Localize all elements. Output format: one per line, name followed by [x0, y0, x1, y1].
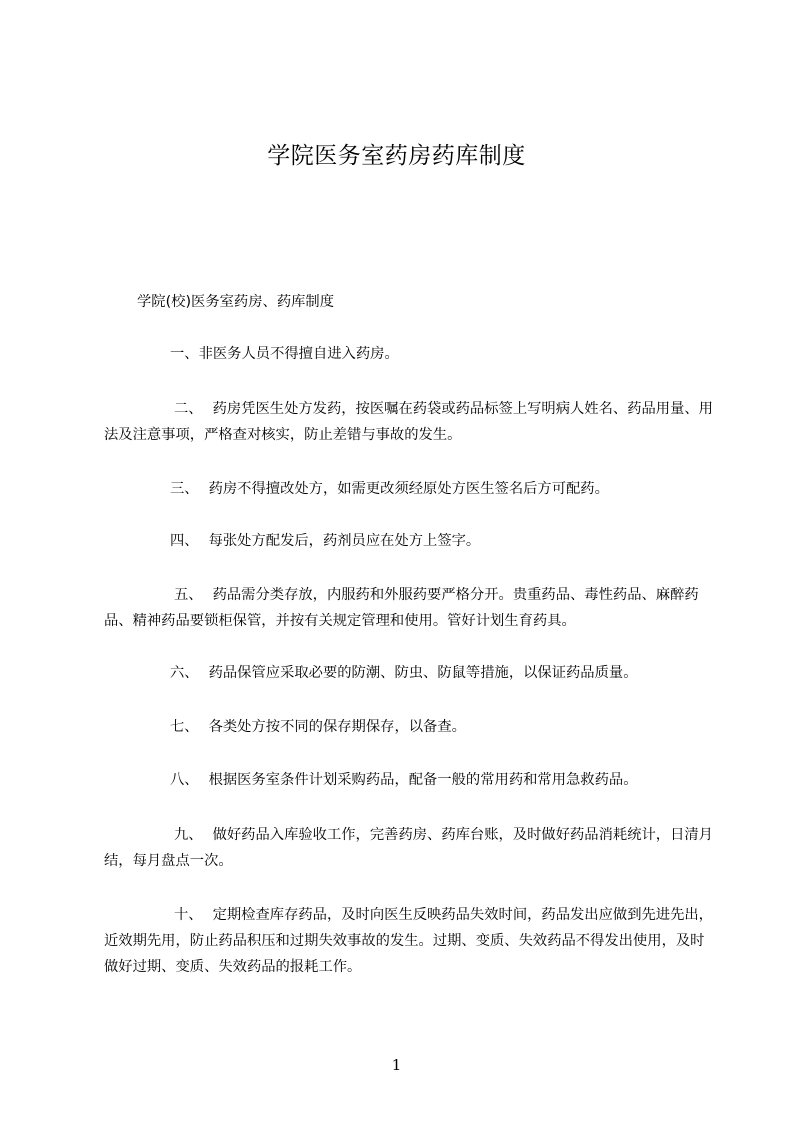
rule-item-2	[104, 396, 716, 448]
rule-number: 二、	[174, 401, 203, 417]
rule-number: 一、	[170, 346, 199, 362]
rule-text: 药品保管应采取必要的防潮、防虫、防鼠等措施，以保证药品质量。	[208, 665, 638, 681]
rule-item-1	[104, 341, 716, 367]
rule-number: 八、	[170, 772, 199, 788]
rule-number: 九、	[174, 827, 203, 843]
document-title: 学院医务室药房药库制度	[267, 143, 526, 169]
rule-text: 每张处方配发后，药剂员应在处方上签字。	[208, 533, 481, 549]
rule-item-7	[104, 714, 716, 740]
page-number: 1	[391, 1056, 402, 1074]
rule-item-9	[104, 822, 716, 874]
rule-number: 七、	[170, 719, 199, 735]
rule-text: 药房不得擅改处方，如需更改须经原处方医生签名后方可配药。	[208, 481, 609, 497]
rule-number: 三、	[170, 481, 199, 497]
rule-item-8	[104, 767, 716, 793]
rule-item-10	[104, 902, 716, 980]
rule-number: 五、	[174, 587, 203, 603]
rule-number: 六、	[170, 665, 199, 681]
rule-item-3	[104, 476, 716, 502]
rule-text: 定期检查库存药品，及时向医生反映药品失效时间，药品发出应做到先进先出，近效期先用，防止药品积压和过期失效事故的发生。过期、变质、失效药品不得发出使用，及时做好过期、变质、失效药品的报耗工作。	[104, 907, 713, 975]
rule-text: 各类处方按不同的保存期保存，以备查。	[208, 719, 466, 735]
rule-text: 药品需分类存放，内服药和外服药要严格分开。贵重药品、毒性药品、麻醉药品、精神药品要锁柜保管，并按有关规定管理和使用。管好计划生育药具。	[104, 587, 699, 629]
rule-item-5	[104, 582, 716, 634]
document-subtitle: 学院(校)医务室药房、药库制度	[137, 294, 335, 310]
rule-number: 十、	[174, 907, 203, 923]
rule-text: 药房凭医生处方发药，按医嘱在药袋或药品标签上写明病人姓名、药品用量、用法及注意事项，严格查对核实，防止差错与事故的发生。	[104, 401, 713, 443]
rule-text: 做好药品入库验收工作，完善药房、药库台账，及时做好药品消耗统计，日清月结，每月盘点一次。	[104, 827, 713, 869]
rule-item-6	[104, 660, 716, 686]
rule-item-4	[104, 528, 716, 554]
rule-number: 四、	[170, 533, 199, 549]
rule-text: 非医务人员不得擅自进入药房。	[198, 346, 399, 362]
rule-text: 根据医务室条件计划采购药品，配备一般的常用药和常用急救药品。	[208, 772, 638, 788]
